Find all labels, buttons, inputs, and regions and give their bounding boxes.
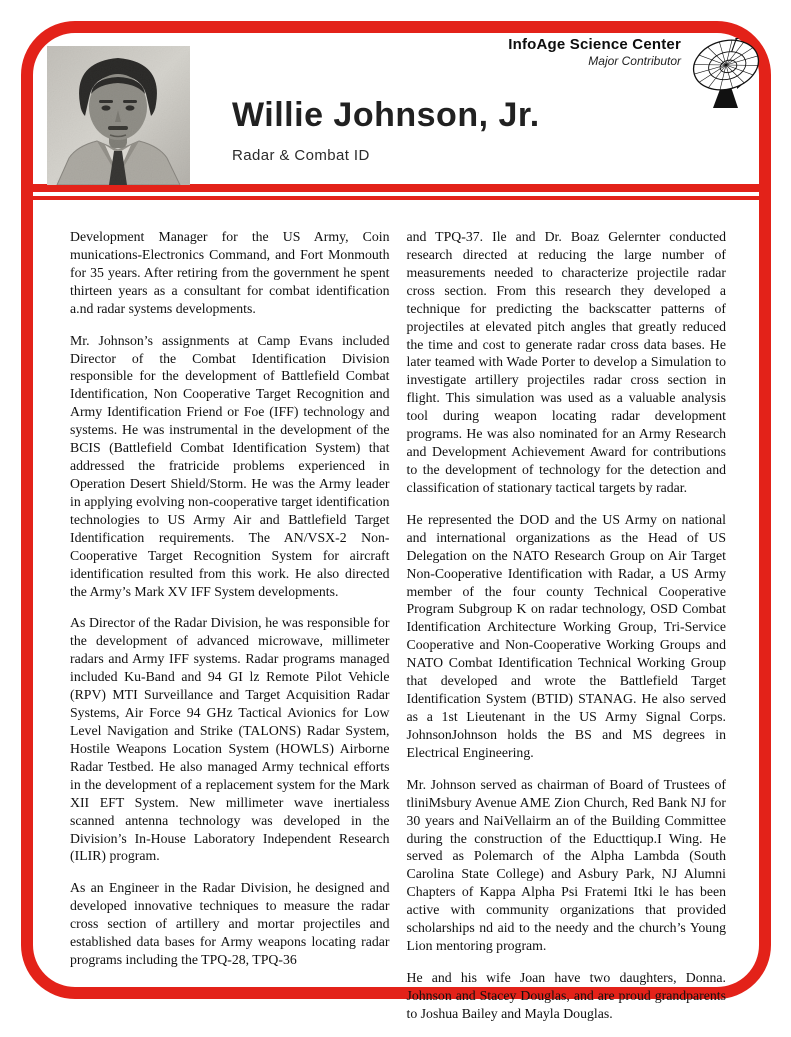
paragraph: Mr. Johnson’s assignments at Camp Evans included Director of the Combat Identification Division responsible for the development of Battlefield Combat Identification, Non Cooperative Target Recognition and Army Identification Friend or Foe (IFF) technology and systems. He was instrumental in the development of the BCIS (Battlefield Combat Identification System) that addressed the fratricide problems experienced in Operation Desert Shield/Storm. He was the Army leader in applying evolving non-cooperative target identification technologies to US Army Air and Battlefield Target Identification requirements. The AN/VSX-2 Non-Cooperative Target Recognition System for aircraft identification resulted from this work. He also directed the Army’s Mark XV IFF System developments.	[70, 332, 390, 599]
header-separator-thin	[21, 196, 771, 200]
paragraph: As an Engineer in the Radar Division, he designed and developed innovative techniques to measure the radar cross section of artillery and mortar projectiles and established data bases for Army weapons locating radar programs including the TPQ-28, TPQ-36	[70, 880, 390, 968]
paragraph: Mr. Johnson served as chairman of Board of Trustees of tliniMsbury Avenue AME Zion Church, Red Bank NJ for 30 years and NaiVellairm an of the Building Committee during the construction of the Educttiqup.I Wing. He served as Polemarch of the Alpha Lambda (South Carolina State College) and Asbury Park, NJ Alumni Chapters of Kappa Alpha Psi Fratemi Itki le has been active with community organizations that provided scholarships nd aid to the needy and the church’s Young Lion mentoring program.	[406, 776, 726, 954]
paragraph: As Director of the Radar Division, he was responsible for the development of advanced microwave, millimeter radars and Army IFF systems. Radar programs managed included Ku-Band and 94 GI lz Remote Pilot Vehicle (RPV) MTI Surveillance and Target Acquisition Radar Systems, Air Force 94 GHz Tactical Avionics for Low Level Navigation and Strike (TALONS) Radar System, Hostile Weapons Location System (HOWLS) Airborne Radar Testbed. He also managed Army technical efforts in the development of a replacement system for the Mark XII EFT System. New millimeter wave inertialess scanned antenna technology was developed in the Division’s In-House Laboratory Independent Research (ILIR) program.	[70, 615, 390, 864]
article-body	[70, 228, 726, 1037]
person-role: Radar & Combat ID	[232, 147, 370, 165]
left-column	[70, 228, 390, 1037]
paragraph: Development Manager for the US Army, Coin munications-Electronics Command, and Fort Monmouth for 35 years. After retiring from the government he spent thirteen years as a consultant for combat identification a.nd radar systems developments.	[70, 229, 390, 316]
page-title: Willie Johnson, Jr.	[232, 96, 540, 134]
radar-dish-icon	[685, 38, 767, 118]
brand-block	[508, 36, 681, 69]
brand-name: InfoAge Science Center	[508, 36, 681, 53]
header-separator-thick	[21, 184, 771, 192]
brand-tagline: Major Contributor	[588, 54, 681, 69]
right-column	[407, 228, 727, 1037]
title-block	[232, 96, 540, 164]
paragraph: He and his wife Joan have two daughters, Donna. Johnson and Stacey Douglas, and are proud grandparents to Joshua Bailey and Mayla Douglas.	[406, 969, 726, 1021]
paragraph: He represented the DOD and the US Army on national and international organizations as the Head of US Delegation on the NATO Research Group on Air Target Non-Cooperative Identification with Radar, a US Army member of the four county Technical Cooperative Program Subgroup K on radar technology, OSD Combat Identification Architecture Working Group, Tri-Service Cooperative and Non-Cooperative Working Groups and NATO Combat Identification Technical Working Group that developed and wrote the Battlefield Target Identification System (BTID) STANAG. He also served as a 1st Lieutenant in the US Army Signal Corps. JohnsonJohnson holds the BS and MS degrees in Electrical Engineering.	[406, 511, 726, 760]
paragraph: and TPQ-37. Ile and Dr. Boaz Gelernter conducted research directed at reducing the large number of measurements needed to characterize projectile radar cross section. From this research they developed a technique for predicting the backscatter patterns of projectiles at elevated pitch angles that greatly reduced the time and cost to generate radar cross data bases. He later teamed with Wade Porter to develop a Simulation to investigate artillery projectiles radar cross section in flight. This simulation was used as a valuable analysis tool during weapon locating radar development programs. He was also nominated for an Army Research and Development Achievement Award for contributions to the development of technology for the detection and classification of stationary tactical targets by radar.	[406, 229, 726, 495]
portrait-photo	[47, 46, 190, 185]
